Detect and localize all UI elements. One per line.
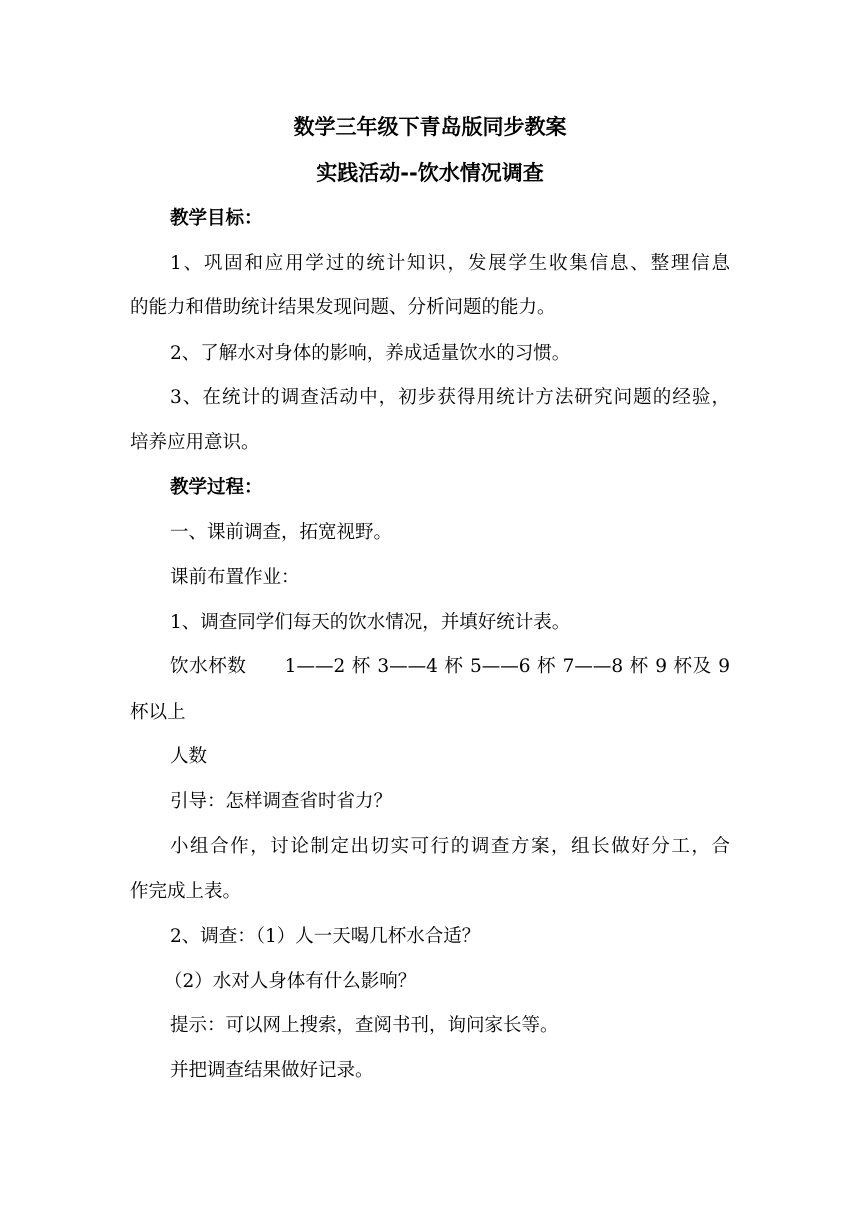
- objectives-heading: 教学目标：: [170, 208, 263, 229]
- group-work-line-1: 小组合作，讨论制定出切实可行的调查方案，组长做好分工，合: [170, 836, 730, 857]
- process-heading: 教学过程：: [170, 477, 263, 498]
- table-row-cups-line-2: 杯以上: [130, 702, 186, 723]
- hint: 提示：可以网上搜索，查阅书刊，询问家长等。: [170, 1015, 559, 1036]
- objective-2: 2、了解水对身体的影响，养成适量饮水的习惯。: [170, 343, 571, 364]
- table-row-cups-line-1: 饮水杯数 1——2 杯 3——4 杯 5——6 杯 7——8 杯 9 杯及 9: [170, 656, 730, 677]
- objective-3-line-2: 培养应用意识。: [130, 432, 260, 453]
- task-2: 2、调查：（1）人一天喝几杯水合适？: [170, 926, 481, 947]
- task-1: 1、调查同学们每天的饮水情况，并填好统计表。: [170, 612, 571, 633]
- objective-3-line-1: 3、在统计的调查活动中，初步获得用统计方法研究问题的经验，: [170, 387, 730, 408]
- task-2-sub: （2）水对人身体有什么影响？: [164, 971, 417, 992]
- section-1-heading: 一、课前调查，拓宽视野。: [170, 522, 393, 543]
- record-instruction: 并把调查结果做好记录。: [170, 1060, 374, 1081]
- document-title: 数学三年级下青岛版同步教案: [293, 115, 567, 139]
- guide-question: 引导：怎样调查省时省力？: [170, 791, 393, 812]
- document-subtitle: 实践活动--饮水情况调查: [316, 161, 544, 185]
- group-work-line-2: 作完成上表。: [130, 881, 242, 902]
- homework-intro: 课前布置作业：: [170, 567, 300, 588]
- objective-1-line-2: 的能力和借助统计结果发现问题、分析问题的能力。: [130, 297, 556, 318]
- objective-1-line-1: 1、巩固和应用学过的统计知识，发展学生收集信息、整理信息: [170, 253, 730, 274]
- table-row-count: 人数: [170, 746, 208, 767]
